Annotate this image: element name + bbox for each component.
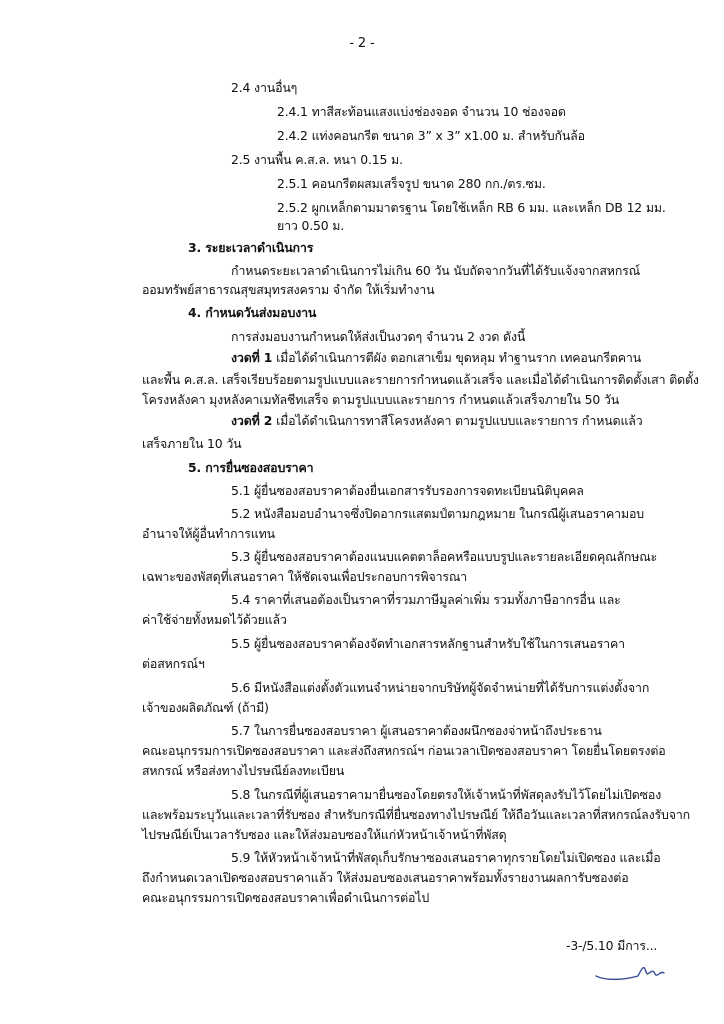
installment-2-line1 [231,413,643,429]
para-5-1: 5.1 ผู้ยื่นซองสอบราคาต้องยื่นเอกสารรับรองการจดทะเบียนนิติบุคคล [231,483,584,498]
para-5-3-line1: 5.3 ผู้ยื่นซองสอบราคาต้องแนบแคตตาล็อคหรือแบบรูปและรายละเอียดคุณลักษณะ [231,549,658,564]
para-5-7-line3: สหกรณ์ หรือส่งทางไปรษณีย์ลงทะเบียน [142,763,345,778]
para-3-line2: ออมทรัพย์สาธารณสุขสมุทรสงคราม จำกัด ให้เริ่มทำงาน [142,282,435,297]
item-2-5-1: 2.5.1 คอนกรีตผสมเสร็จรูป ขนาด 280 กก./ตร.ซม. [277,176,546,191]
para-3-line1: กำหนดระยะเวลาดำเนินการไม่เกิน 60 วัน นับถัดจากวันที่ได้รับแจ้งจากสหกรณ์ [231,263,641,278]
installment-1-line1 [231,350,641,366]
continuation-note: -3-/5.10 มีการ... [566,938,658,953]
para-5-3-line2: เฉพาะของพัสดุที่เสนอราคา ให้ชัดเจนเพื่อประกอบการพิจารณา [142,569,468,584]
item-2-5-2: 2.5.2 ผูกเหล็กตามมาตรฐาน โดยใช้เหล็ก RB 6 มม. และเหล็ก DB 12 มม. [277,200,666,215]
para-5-8-line2: และพร้อมระบุวันและเวลาที่รับซอง สำหรับกรณีที่ยื่นซองทางไปรษณีย์ ให้ถือวันและเวลาที่สหกรณ์ลงรับจาก [142,807,690,822]
para-5-9-line3: คณะอนุกรรมการเปิดซองสอบราคาเพื่อดำเนินการต่อไป [142,890,430,905]
para-5-8-line1: 5.8 ในกรณีที่ผู้เสนอราคามายื่นซองโดยตรงให้เจ้าหน้าที่พัสดุลงรับไว้โดยไม่เปิดซอง [231,787,662,802]
heading-3: 3. ระยะเวลาดำเนินการ [188,240,314,255]
para-5-4-line2: ค่าใช้จ่ายทั้งหมดไว้ด้วยแล้ว [142,612,287,627]
page-number: - 2 - [349,36,375,51]
installment-2-line2: เสร็จภายใน 10 วัน [142,436,242,451]
para-5-2-line1: 5.2 หนังสือมอบอำนาจซึ่งปิดอากรแสตมป์ตามกฎหมาย ในกรณีผู้เสนอราคามอบ [231,506,645,521]
installment-1-line2: และพื้น ค.ส.ล. เสร็จเรียบร้อยตามรูปแบบและรายการกำหนดแล้วเสร็จ และเมื่อได้ดำเนินการติดตั้งเสา ติดตั้ง [142,372,699,387]
para-5-6-line2: เจ้าของผลิตภัณฑ์ (ถ้ามี) [142,700,269,715]
section-2-4-title: 2.4 งานอื่นๆ [231,80,298,95]
para-5-9-line1: 5.9 ให้หัวหน้าเจ้าหน้าที่พัสดุเก็บรักษาซองเสนอราคาทุกรายโดยไม่เปิดซอง และเมื่อ [231,850,661,865]
section-2-5-title: 2.5 งานพื้น ค.ส.ล. หนา 0.15 ม. [231,152,403,167]
para-5-7-line1: 5.7 ในการยื่นซองสอบราคา ผู้เสนอราคาต้องผนึกซองจ่าหน้าถึงประธาน [231,723,602,738]
installment-1-line3: โครงหลังคา มุงหลังคาเมทัลชีทเสร็จ ตามรูปแบบและรายการ กำหนดแล้วเสร็จภายใน 50 วัน [142,392,620,407]
installment-1-text: เมื่อได้ดำเนินการตีผัง ตอกเสาเข็ม ขุดหลุม ทำฐานราก เทคอนกรีตคาน [276,350,642,365]
para-5-4-line1: 5.4 ราคาที่เสนอต้องเป็นราคาที่รวมภาษีมูลค่าเพิ่ม รวมทั้งภาษีอากรอื่น และ [231,592,621,607]
heading-4: 4. กำหนดวันส่งมอบงาน [188,305,317,320]
para-5-5-line1: 5.5 ผู้ยื่นซองสอบราคาต้องจัดทำเอกสารหลักฐานสำหรับใช้ในการเสนอราคา [231,636,625,651]
para-5-6-line1: 5.6 มีหนังสือแต่งตั้งตัวแทนจำหน่ายจากบริษัทผู้จัดจำหน่ายที่ได้รับการแต่งตั้งจาก [231,680,650,695]
para-5-8-line3: ไปรษณีย์เป็นเวลารับซอง และให้ส่งมอบซองให้แก่หัวหน้าเจ้าหน้าที่พัสดุ [142,827,507,842]
para-5-9-line2: ถึงกำหนดเวลาเปิดซองสอบราคาแล้ว ให้ส่งมอบซองเสนอราคาพร้อมทั้งรายงานผลการับซองต่อ [142,870,629,885]
item-2-4-1: 2.4.1 ทาสีสะท้อนแสงแบ่งช่องจอด จำนวน 10 ช่องจอด [277,104,566,119]
item-2-4-2: 2.4.2 แท่งคอนกรีต ขนาด 3” x 3” x1.00 ม. สำหรับกันล้อ [277,128,585,143]
para-5-7-line2: คณะอนุกรรมการเปิดซองสอบราคา และส่งถึงสหกรณ์ฯ ก่อนเวลาเปิดซองสอบราคา โดยยื่นโดยตรงต่อ [142,743,666,758]
installment-1-label: งวดที่ 1 [231,350,273,365]
signature-mark [592,954,672,984]
installment-2-text: เมื่อได้ดำเนินการทาสีโครงหลังคา ตามรูปแบบและรายการ กำหนดแล้ว [276,413,643,428]
para-4-intro: การส่งมอบงานกำหนดให้ส่งเป็นงวดๆ จำนวน 2 งวด ดังนี้ [231,329,526,344]
para-5-5-line2: ต่อสหกรณ์ฯ [142,656,205,671]
para-5-2-line2: อำนาจให้ผู้อื่นทำการแทน [142,526,275,541]
installment-2-label: งวดที่ 2 [231,413,273,428]
item-2-5-2-cont: ยาว 0.50 ม. [277,218,345,233]
heading-5: 5. การยื่นซองสอบราคา [188,460,314,475]
